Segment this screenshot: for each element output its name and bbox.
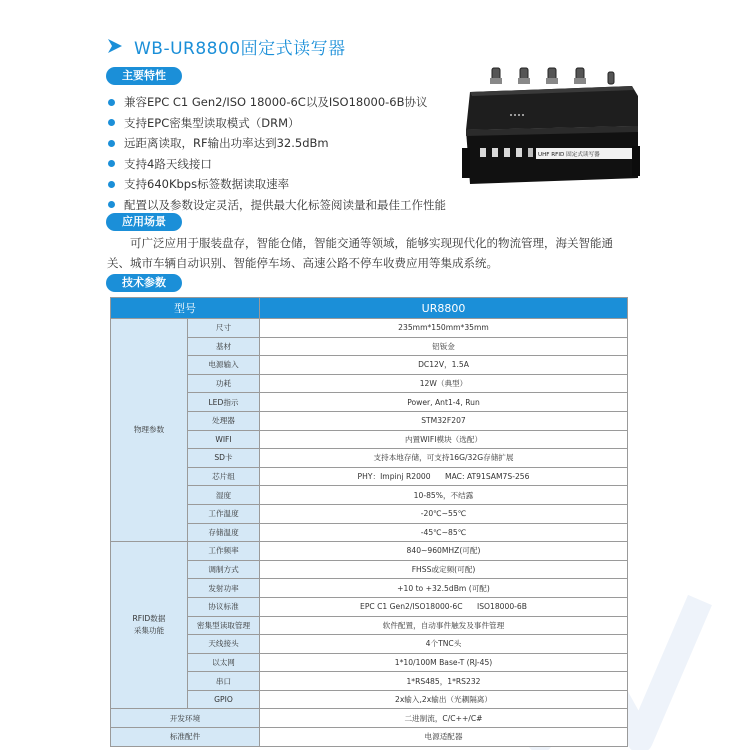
spec-param-name: 标准配件 [111, 728, 260, 747]
bullet-icon [108, 181, 115, 188]
table-row [111, 597, 628, 616]
spec-param-value: +10 to +32.5dBm (可配) [260, 579, 628, 598]
table-row [111, 319, 628, 338]
spec-param-value: 软件配置，自动事件触发及事件管理 [260, 616, 628, 635]
spec-header-label: 型号 [111, 298, 260, 319]
table-row [111, 728, 628, 747]
spec-param-name: 功耗 [188, 374, 260, 393]
feature-item [108, 92, 446, 113]
feature-text: 支持EPC密集型读取模式（DRM） [124, 115, 300, 130]
spec-param-name: 芯片组 [188, 467, 260, 486]
table-row [111, 653, 628, 672]
spec-param-name: 开发环境 [111, 709, 260, 728]
spec-param-name: 存储温度 [188, 523, 260, 542]
spec-param-value: STM32F207 [260, 411, 628, 430]
spec-param-name: 湿度 [188, 486, 260, 505]
feature-item [108, 113, 446, 134]
spec-param-value: Power, Ant1-4, Run [260, 393, 628, 412]
spec-param-name: 天线接头 [188, 635, 260, 654]
spec-param-value: -20℃~55℃ [260, 504, 628, 523]
spec-param-name: 电源输入 [188, 356, 260, 375]
spec-param-name: 密集型读取管理 [188, 616, 260, 635]
section-applications-label: 应用场景 [106, 213, 182, 231]
spec-param-name: 调制方式 [188, 560, 260, 579]
spec-param-value: 1*10/100M Base-T (RJ-45) [260, 653, 628, 672]
feature-text: 配置以及参数设定灵活，提供最大化标签阅读量和最佳工作性能 [124, 197, 446, 212]
spec-param-name: 工作频率 [188, 542, 260, 561]
table-row [111, 467, 628, 486]
table-row [111, 616, 628, 635]
table-row [111, 542, 628, 561]
spec-param-name: 以太网 [188, 653, 260, 672]
spec-param-value: 840~960MHZ(可配) [260, 542, 628, 561]
spec-group-label: RFID数据 采集功能 [111, 542, 188, 709]
table-row [111, 411, 628, 430]
table-row [111, 523, 628, 542]
table-row [111, 449, 628, 468]
table-row [111, 486, 628, 505]
spec-header-model: UR8800 [260, 298, 628, 319]
bullet-icon [108, 99, 115, 106]
spec-param-value: 电源适配器 [260, 728, 628, 747]
feature-item [108, 133, 446, 154]
table-row [111, 504, 628, 523]
table-row [111, 356, 628, 375]
spec-param-name: SD卡 [188, 449, 260, 468]
bullet-icon [108, 140, 115, 147]
spec-header-row [111, 298, 628, 319]
spec-param-name: WIFI [188, 430, 260, 449]
spec-param-value: 铝钣金 [260, 337, 628, 356]
play-arrow-icon [106, 37, 124, 55]
spec-param-value: 内置WIFI模块（选配） [260, 430, 628, 449]
spec-param-name: GPIO [188, 690, 260, 709]
spec-param-value: 支持本地存储，可支持16G/32G存储扩展 [260, 449, 628, 468]
table-row [111, 709, 628, 728]
device-label: UHF RFID 固定式读写器 [538, 152, 600, 158]
spec-param-name: 基材 [188, 337, 260, 356]
reader-device-image [462, 66, 640, 194]
spec-param-name: 协议标准 [188, 597, 260, 616]
bullet-icon [108, 160, 115, 167]
spec-param-value: PHY：Impinj R2000 MAC: AT91SAM7S-256 [260, 467, 628, 486]
feature-text: 支持4路天线接口 [124, 156, 212, 171]
title-row [106, 34, 346, 58]
table-row [111, 337, 628, 356]
spec-param-value: 二进制流，C/C++/C# [260, 709, 628, 728]
feature-item [108, 174, 446, 195]
feature-item [108, 195, 446, 216]
feature-item [108, 154, 446, 175]
table-row [111, 374, 628, 393]
table-row [111, 393, 628, 412]
spec-param-name: 发射功率 [188, 579, 260, 598]
feature-list [108, 92, 446, 215]
spec-param-value: 4个TNC头 [260, 635, 628, 654]
table-row [111, 690, 628, 709]
spec-table [110, 297, 628, 747]
spec-param-value: FHSS或定频(可配) [260, 560, 628, 579]
table-row [111, 430, 628, 449]
section-features-label: 主要特性 [106, 67, 182, 85]
applications-paragraph: 可广泛应用于服装盘存，智能仓储，智能交通等领域，能够实现现代化的物流管理，海关智能通关、城市车辆自动识别、智能停车场、高速公路不停车收费应用等集成系统。 [107, 236, 613, 270]
spec-param-name: 尺寸 [188, 319, 260, 338]
table-row [111, 579, 628, 598]
section-specs-label: 技术参数 [106, 274, 182, 292]
page-title: WB-UR8800固定式读写器 [134, 38, 346, 59]
spec-param-value: 1*RS485，1*RS232 [260, 672, 628, 691]
spec-param-value: 12W（典型） [260, 374, 628, 393]
spec-param-value: 10-85%，不结露 [260, 486, 628, 505]
spec-group-label: 物理参数 [111, 319, 188, 542]
feature-text: 远距离读取，RF输出功率达到32.5dBm [124, 136, 329, 151]
spec-param-name: 处理器 [188, 411, 260, 430]
spec-param-name: 工作温度 [188, 504, 260, 523]
table-row [111, 635, 628, 654]
spec-param-value: -45℃~85℃ [260, 523, 628, 542]
table-row [111, 672, 628, 691]
bullet-icon [108, 119, 115, 126]
feature-text: 兼容EPC C1 Gen2/ISO 18000-6C以及ISO18000-6B协议 [124, 95, 428, 110]
spec-param-name: LED指示 [188, 393, 260, 412]
table-row [111, 560, 628, 579]
feature-text: 支持640Kbps标签数据读取速率 [124, 177, 290, 192]
spec-param-value: DC12V，1.5A [260, 356, 628, 375]
spec-param-value: 235mm*150mm*35mm [260, 319, 628, 338]
spec-param-value: EPC C1 Gen2/ISO18000-6C ISO18000-6B [260, 597, 628, 616]
spec-param-value: 2x输入,2x输出（光耦隔离） [260, 690, 628, 709]
bullet-icon [108, 201, 115, 208]
spec-param-name: 串口 [188, 672, 260, 691]
